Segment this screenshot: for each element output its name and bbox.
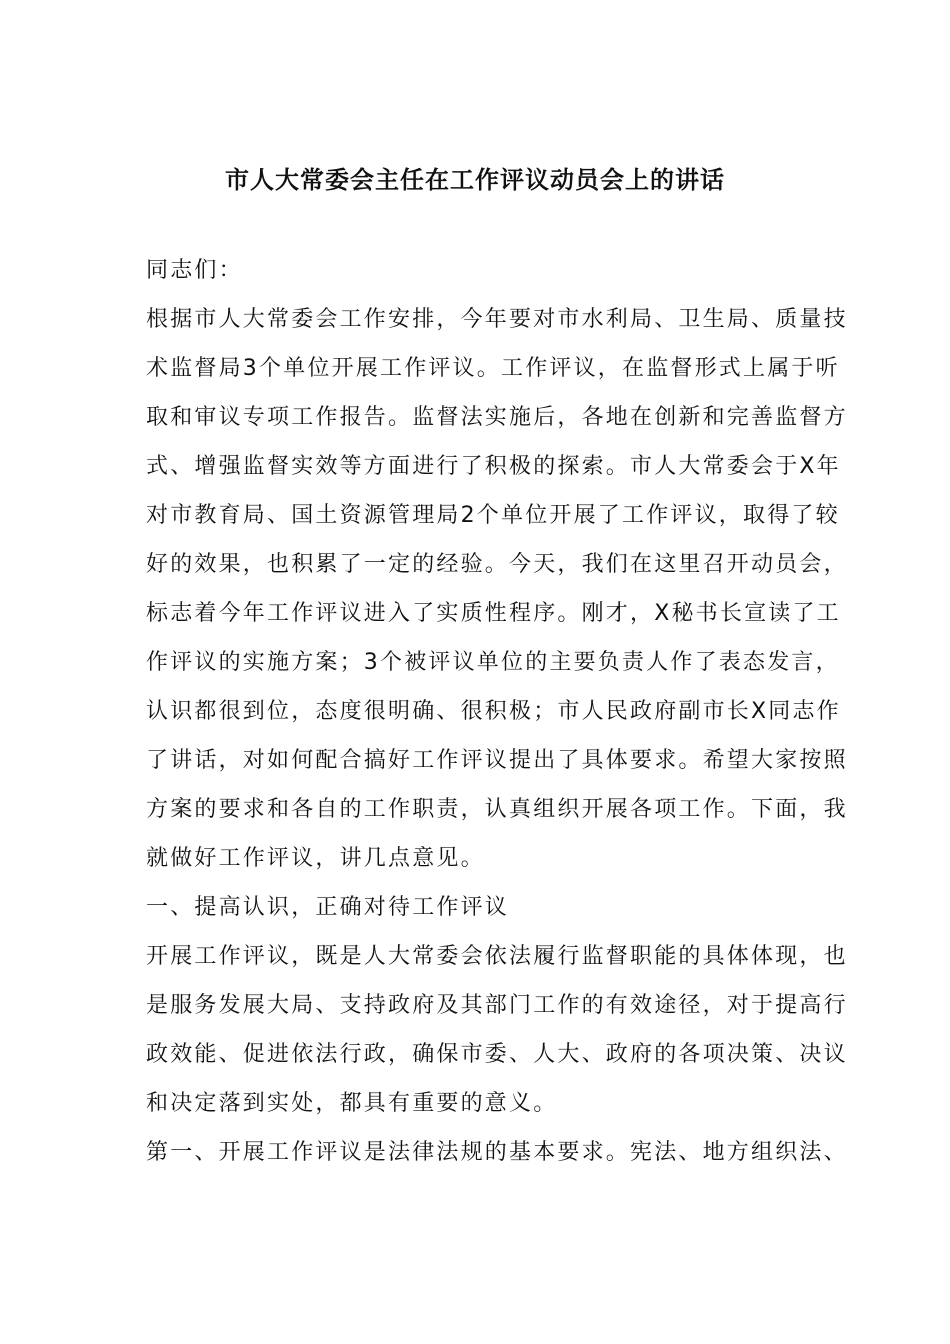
paragraph-line: 作评议的实施方案；3个被评议单位的主要负责人作了表态发言， bbox=[146, 650, 840, 675]
paragraph-line: 取和审议专项工作报告。监督法实施后，各地在创新和完善监督方 bbox=[146, 405, 848, 430]
document-body bbox=[146, 246, 848, 1177]
paragraph-line: 对市教育局、国土资源管理局2个单位开展了工作评议，取得了较 bbox=[146, 503, 840, 528]
document-title: 市人大常委会主任在工作评议动员会上的讲话 bbox=[225, 166, 725, 194]
paragraph-line: 术监督局3个单位开展工作评议。工作评议，在监督形式上属于听 bbox=[146, 356, 840, 381]
paragraph-line: 根据市人大常委会工作安排，今年要对市水利局、卫生局、质量技 bbox=[146, 307, 848, 332]
paragraph-line: 了讲话，对如何配合搞好工作评议提出了具体要求。希望大家按照 bbox=[146, 748, 848, 773]
paragraph-line: 好的效果，也积累了一定的经验。今天，我们在这里召开动员会， bbox=[146, 552, 848, 577]
paragraph-line: 就做好工作评议，讲几点意见。 bbox=[146, 846, 485, 871]
paragraph-line: 政效能、促进依法行政，确保市委、人大、政府的各项决策、决议 bbox=[146, 1042, 848, 1067]
paragraph-line: 方案的要求和各自的工作职责，认真组织开展各项工作。下面，我 bbox=[146, 797, 848, 822]
paragraph-line: 第一、开展工作评议是法律法规的基本要求。宪法、地方组织法、 bbox=[146, 1140, 848, 1165]
paragraph-line: 是服务发展大局、支持政府及其部门工作的有效途径，对于提高行 bbox=[146, 993, 848, 1018]
paragraph-line: 式、增强监督实效等方面进行了积极的探索。市人大常委会于X年 bbox=[146, 454, 841, 479]
paragraph-line: 开展工作评议，既是人大常委会依法履行监督职能的具体体现，也 bbox=[146, 944, 848, 969]
paragraph-line: 认识都很到位，态度很明确、很积极；市人民政府副市长X同志作 bbox=[146, 699, 841, 724]
paragraph-line: 标志着今年工作评议进入了实质性程序。刚才，X秘书长宣读了工 bbox=[146, 601, 841, 626]
paragraph-line: 和决定落到实处，都具有重要的意义。 bbox=[146, 1091, 558, 1116]
section-heading: 一、提高认识，正确对待工作评议 bbox=[146, 895, 510, 920]
salutation: 同志们： bbox=[146, 258, 243, 283]
